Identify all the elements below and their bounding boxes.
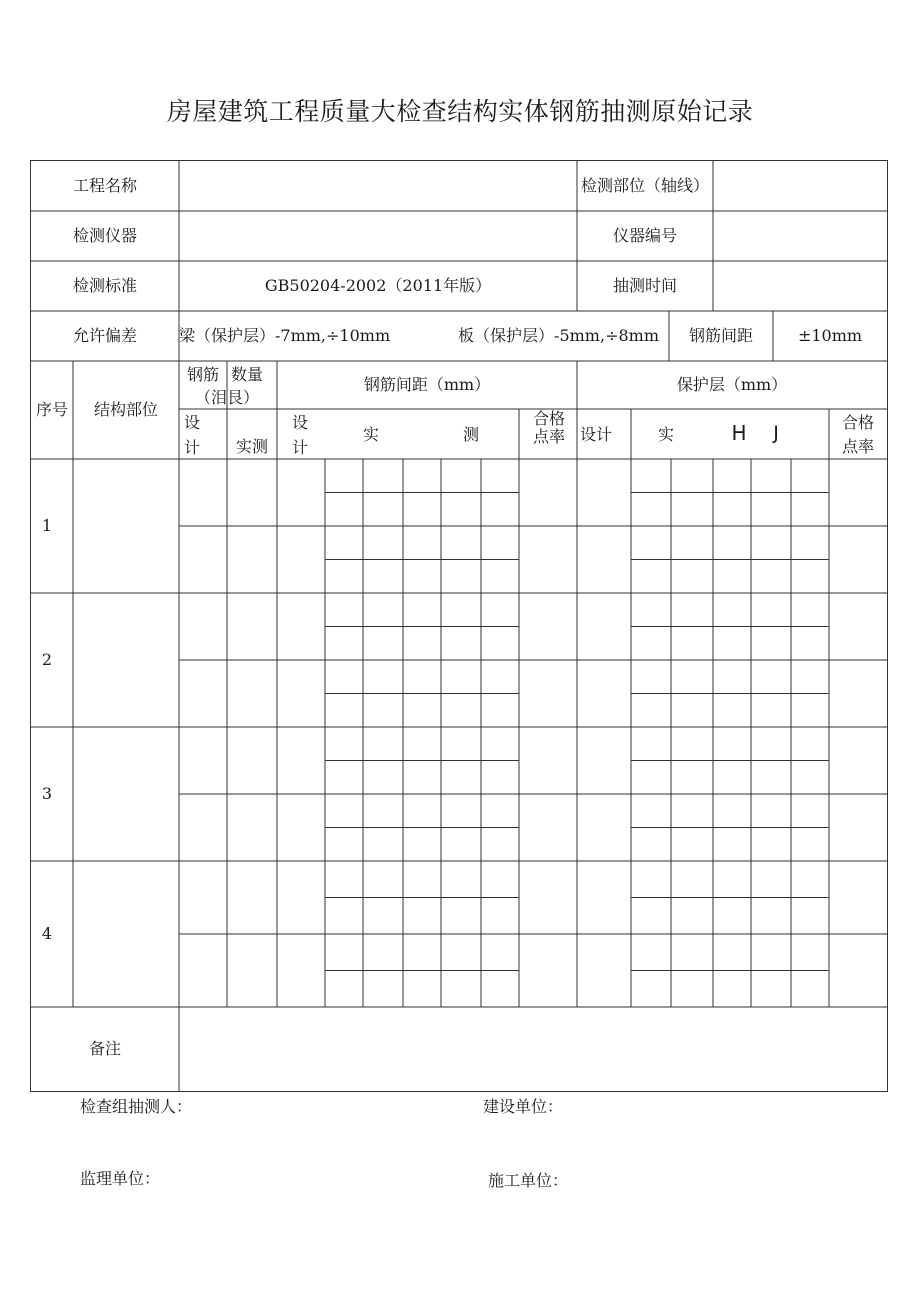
supervisor-signature-label: 监理单位：: [80, 1169, 161, 1188]
remark-field[interactable]: [179, 1007, 887, 1091]
instrument-label: 检测仪器: [72, 226, 137, 245]
measured-count-header: 实测: [235, 437, 268, 456]
page-title: 房屋建筑工程质量大检查结构实体钢筋抽测原始记录: [166, 97, 754, 126]
spacing-measured-header-b: 测: [462, 425, 479, 444]
col-seq-header: 序号: [35, 400, 68, 419]
pass-rate-header-b-2: 点率: [841, 437, 874, 456]
project-name-label: 工程名称: [72, 176, 137, 195]
col-part-header: 结构部位: [93, 400, 158, 419]
spacing-group-header: 钢筋间距（mm）: [363, 375, 491, 394]
instrument-field[interactable]: [179, 211, 577, 261]
design-header-a-1: 设: [183, 413, 200, 432]
pass-rate-header-a-1: 合格: [532, 409, 565, 428]
location-field[interactable]: [713, 161, 887, 211]
pass-rate-header-a-2: 点率: [532, 427, 565, 446]
beam-cover-tolerance: 梁（保护层）-7mm,÷10mm: [179, 326, 391, 345]
standard-label: 检测标准: [72, 276, 137, 295]
bar-count-header-a: 钢筋: [186, 365, 219, 384]
instrument-no-field[interactable]: [713, 211, 887, 261]
design-header-a-2: 计: [183, 438, 200, 457]
test-time-field[interactable]: [713, 261, 887, 311]
location-label: 检测部位（轴线）: [580, 176, 709, 195]
cover-measured-header-a: 实: [657, 425, 674, 444]
owner-signature-label: 建设单位：: [483, 1097, 564, 1116]
inspector-signature-label: 检查组抽测人：: [80, 1097, 193, 1116]
test-time-label: 抽测时间: [612, 276, 677, 295]
bar-count-header-c: （泪: [194, 388, 227, 407]
slab-cover-tolerance: 板（保护层）-5mm,÷8mm: [458, 326, 659, 345]
row-number: 2: [41, 650, 53, 669]
remark-label: 备注: [88, 1039, 121, 1058]
spacing-tolerance-value: ±10mm: [797, 326, 863, 345]
pass-rate-header-b-1: 合格: [841, 413, 874, 432]
design-header-b-2: 计: [291, 438, 308, 457]
bar-count-header-b: 数量: [230, 365, 263, 384]
inspection-form-table: [30, 160, 888, 1092]
cover-design-header: 设计: [579, 425, 612, 444]
design-header-b-1: 设: [291, 413, 308, 432]
tolerance-label: 允许偏差: [72, 326, 137, 345]
row-number: 1: [41, 516, 53, 535]
project-name-field[interactable]: [179, 161, 577, 211]
bar-count-header-d: 艮）: [227, 388, 260, 407]
row-number: 4: [41, 924, 53, 943]
standard-value: GB50204-2002（2011年版）: [264, 276, 492, 295]
spacing-measured-header-a: 实: [362, 425, 379, 444]
cover-group-header: 保护层（mm）: [676, 375, 788, 394]
contractor-signature-label: 施工单位：: [488, 1171, 569, 1190]
cover-measured-header-c: J: [773, 422, 779, 444]
row-number: 3: [41, 784, 53, 803]
cover-measured-header-b: H: [731, 421, 747, 445]
instrument-no-label: 仪器编号: [612, 226, 677, 245]
spacing-tolerance-label: 钢筋间距: [688, 326, 753, 345]
